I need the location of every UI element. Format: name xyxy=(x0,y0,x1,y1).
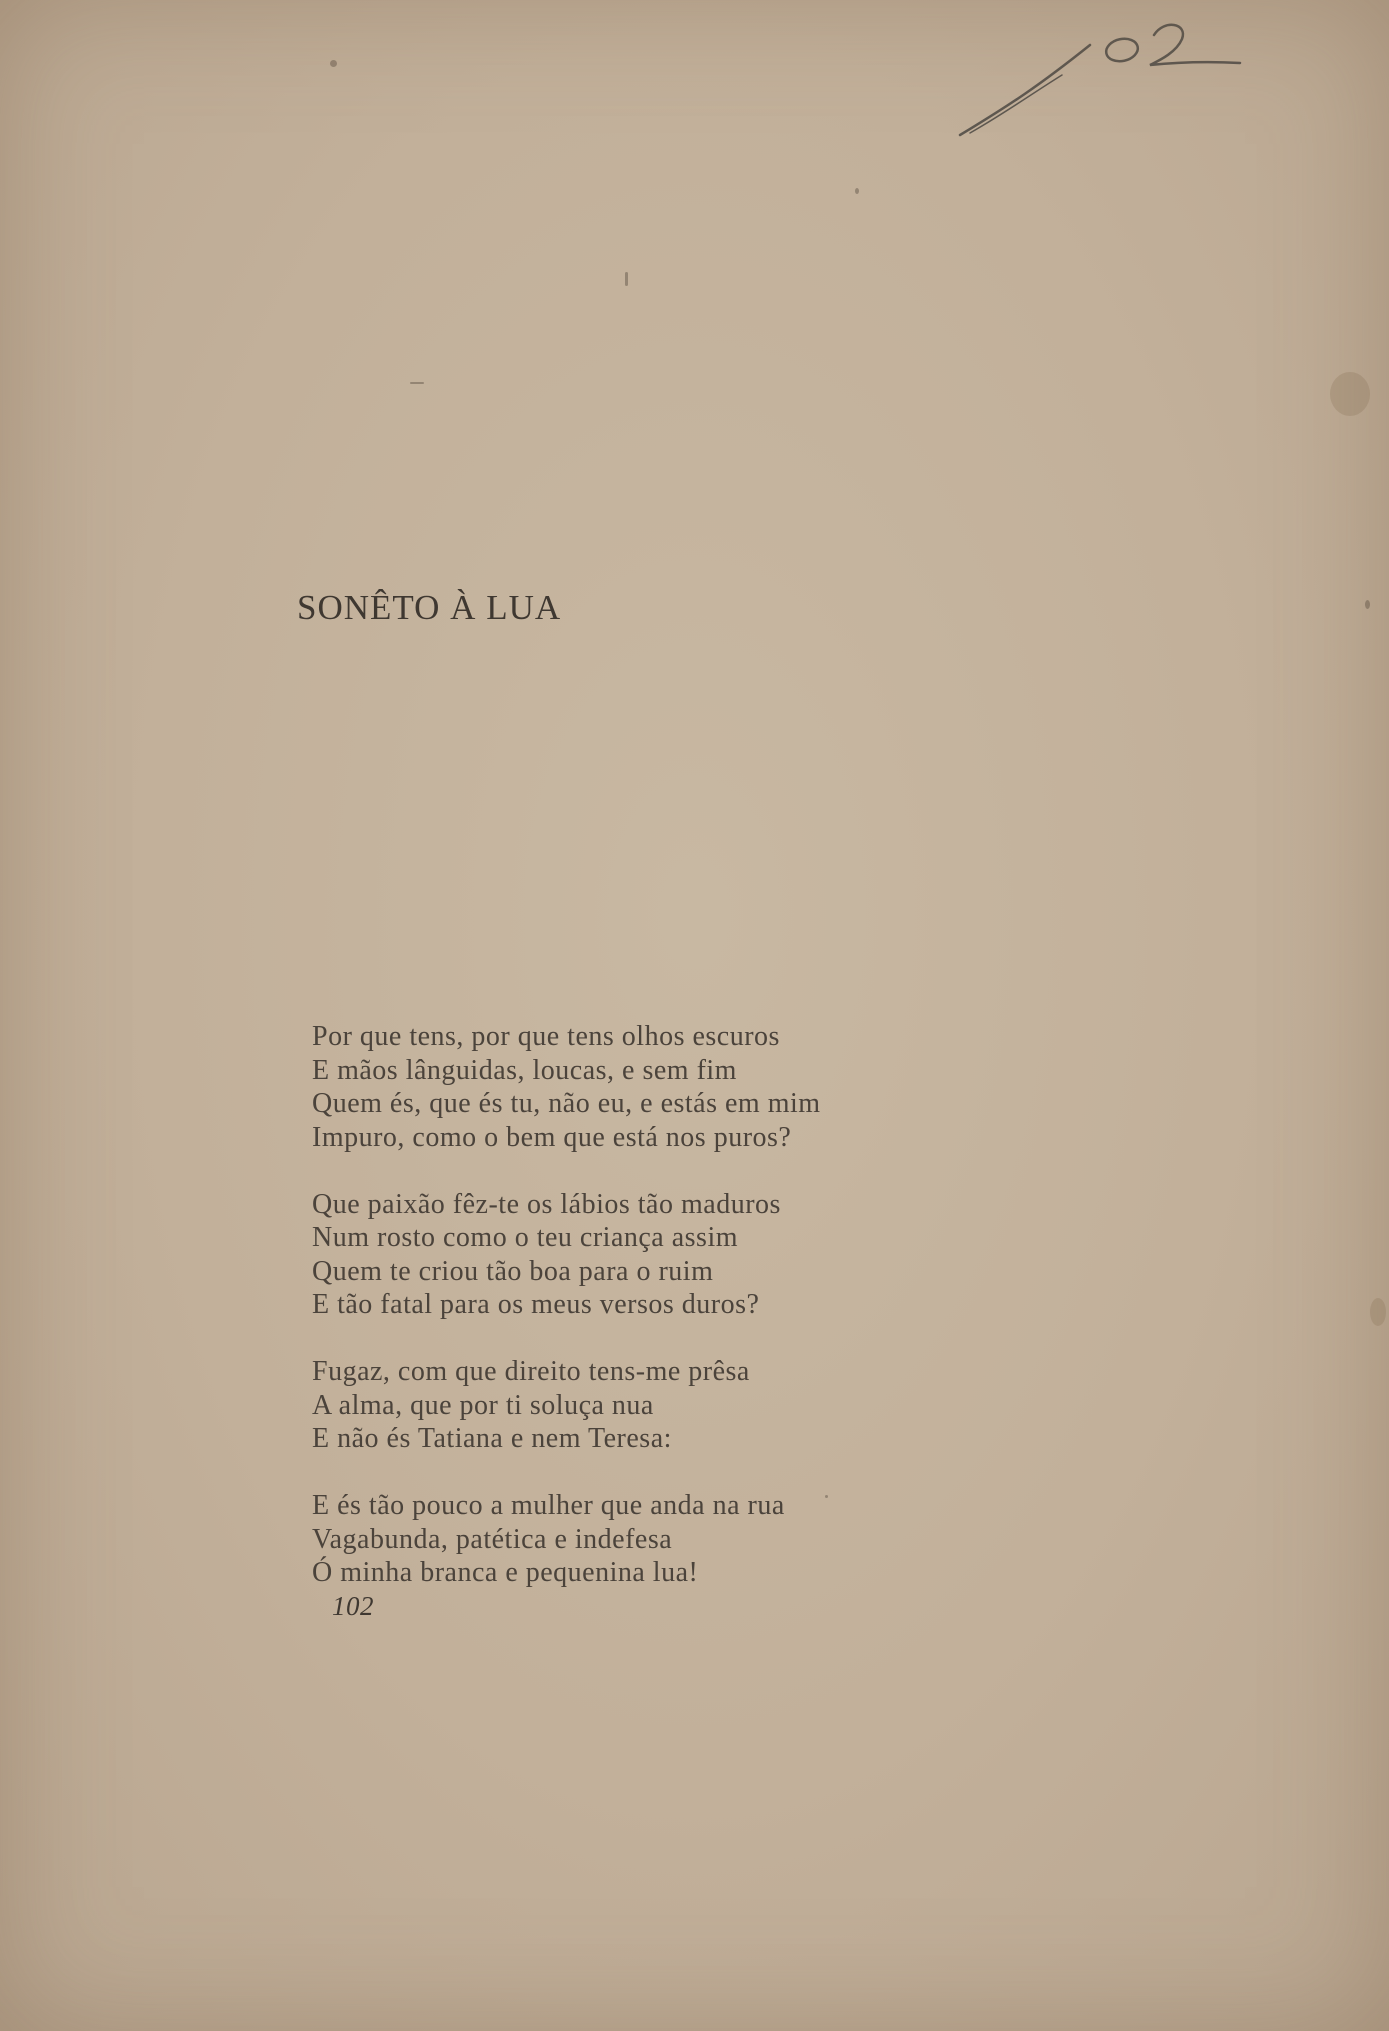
poem-line: E não és Tatiana e nem Teresa: xyxy=(312,1423,672,1454)
paper-speck xyxy=(410,382,424,384)
pencil-annotation-graphic xyxy=(950,5,1250,155)
paper-speck xyxy=(330,60,337,67)
poem-line: Impuro, como o bem que está nos puros? xyxy=(312,1121,792,1153)
stanza-4 xyxy=(312,1489,1032,1590)
poem-line: E és tão pouco a mulher que anda na rua xyxy=(312,1490,785,1521)
poem-line: Ó minha branca e pequenina lua! xyxy=(312,1557,699,1588)
poem-line: E mãos lânguidas, loucas, e sem fim xyxy=(312,1054,737,1086)
poem-line: Num rosto como o teu criança assim xyxy=(312,1222,739,1253)
poem-line: Quem és, que és tu, não eu, e estás em mim xyxy=(312,1088,821,1119)
poem-line: A alma, que por ti soluça nua xyxy=(312,1389,654,1421)
poem-title: SONÊTO À LUA xyxy=(297,588,562,627)
stanza-3 xyxy=(312,1355,1032,1456)
paper-stain xyxy=(1330,372,1370,416)
poem-line: Que paixão fêz-te os lábios tão maduros xyxy=(312,1188,781,1220)
stanza-1 xyxy=(312,1020,1032,1154)
printed-page-number: 102 xyxy=(332,1590,374,1621)
paper-speck xyxy=(1365,600,1370,609)
poem-line: Por que tens, por que tens olhos escuros xyxy=(312,1021,780,1052)
paper-speck xyxy=(855,188,859,194)
poem-line: E tão fatal para os meus versos duros? xyxy=(312,1289,760,1320)
paper-stain xyxy=(1370,1298,1386,1326)
paper-speck xyxy=(625,272,628,286)
poem-line: Vagabunda, patética e indefesa xyxy=(312,1523,673,1555)
paper-speck xyxy=(825,1495,828,1498)
stanza-2 xyxy=(312,1188,1032,1322)
poem-line: Quem te criou tão boa para o ruim xyxy=(312,1255,714,1287)
poem-line: Fugaz, com que direito tens-me prêsa xyxy=(312,1356,750,1387)
poem-body xyxy=(312,1020,1032,1623)
handwritten-page-number xyxy=(950,5,1250,155)
